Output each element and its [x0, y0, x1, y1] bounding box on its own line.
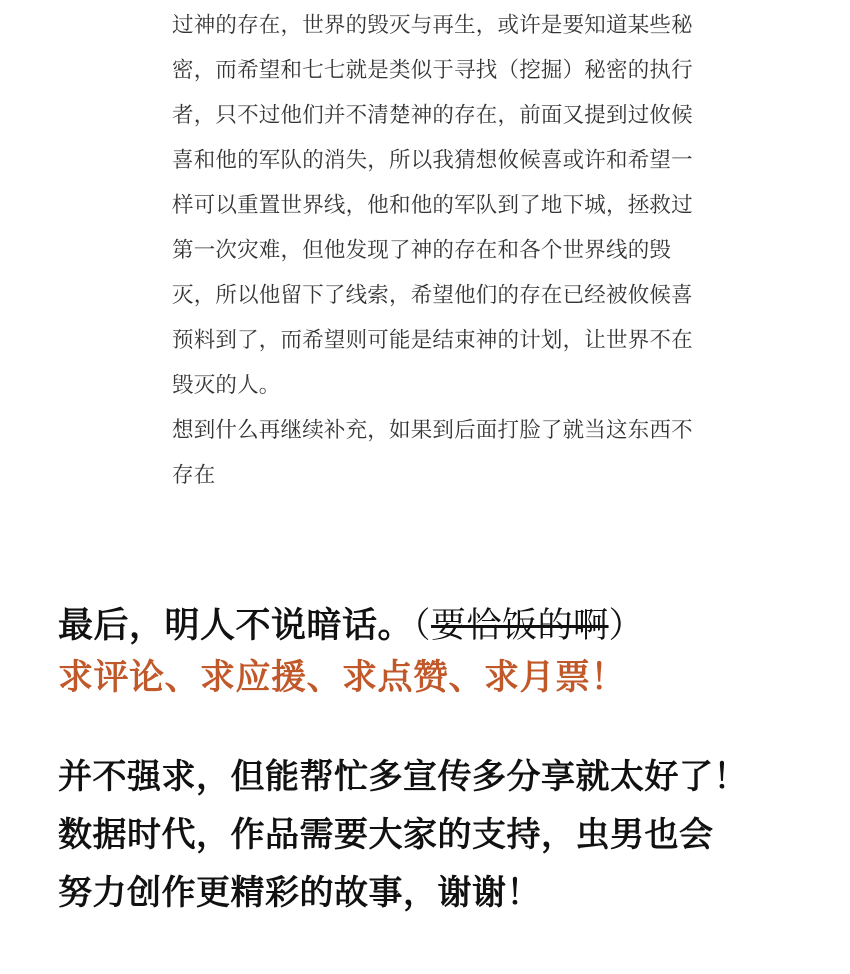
article-line: 过神的存在，世界的毁灭与再生，或许是要知道某些秘 — [172, 13, 693, 38]
article-line: 喜和他的军队的消失，所以我猜想攸候喜或许和希望一 — [172, 148, 693, 173]
struck-text: 要恰饭的啊 — [431, 606, 609, 646]
article-line: 者，只不过他们并不清楚神的存在，前面又提到过攸候 — [172, 103, 693, 128]
article-line: 灭，所以他留下了线索，希望他们的存在已经被攸候喜 — [172, 283, 693, 308]
plea-line: 数据时代，作品需要大家的支持，虫男也会 — [58, 815, 714, 855]
plea-block — [58, 748, 838, 922]
article-line: 第一次灾难，但他发现了神的存在和各个世界线的毁 — [172, 238, 672, 263]
article-line: 预料到了，而希望则可能是结束神的计划，让世界不在 — [172, 328, 693, 353]
article-body — [172, 3, 742, 498]
paren-open: （ — [413, 606, 432, 646]
closing-section — [58, 600, 838, 922]
article-line: 样可以重置世界线，他和他的军队到了地下城，拯救过 — [172, 193, 693, 218]
plea-line: 努力创作更精彩的故事，谢谢！ — [58, 873, 541, 913]
paren-close: ） — [608, 606, 645, 646]
closing-statement-text: 最后，明人不说暗话。 — [58, 606, 414, 646]
article-line: 密，而希望和七七就是类似于寻找（挖掘）秘密的执行 — [172, 58, 693, 83]
plea-line: 并不强求，但能帮忙多宣传多分享就太好了！ — [58, 757, 748, 797]
article-line: 存在 — [172, 463, 216, 488]
support-request: 求评论、求应援、求点赞、求月票！ — [58, 658, 627, 698]
closing-statement — [58, 600, 838, 652]
article-line: 想到什么再继续补充，如果到后面打脸了就当这东西不 — [172, 418, 693, 443]
article-line: 毁灭的人。 — [172, 373, 281, 398]
